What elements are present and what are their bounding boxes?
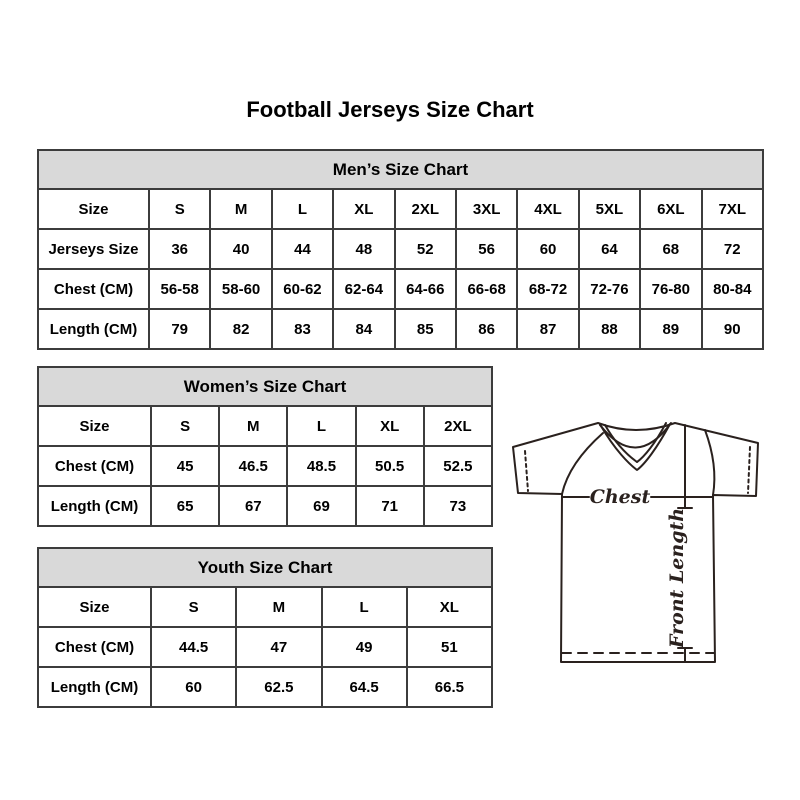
value-cell: 45: [151, 446, 219, 486]
value-cell: 85: [395, 309, 456, 349]
value-cell: 62.5: [236, 667, 321, 707]
value-cell: 2XL: [395, 189, 456, 229]
value-cell: 52.5: [424, 446, 492, 486]
jersey-diagram-svg: [505, 410, 770, 695]
value-cell: 64: [579, 229, 640, 269]
value-cell: 71: [356, 486, 424, 526]
value-cell: XL: [356, 406, 424, 446]
table-row: [38, 486, 492, 526]
womens-table-title: Women’s Size Chart: [38, 367, 492, 406]
value-cell: 49: [322, 627, 407, 667]
row-label: Size: [38, 406, 151, 446]
value-cell: M: [219, 406, 287, 446]
value-cell: S: [151, 587, 236, 627]
table-row: [38, 587, 492, 627]
value-cell: 73: [424, 486, 492, 526]
value-cell: 83: [272, 309, 333, 349]
value-cell: 66-68: [456, 269, 517, 309]
value-cell: 86: [456, 309, 517, 349]
mens-table-title: Men’s Size Chart: [38, 150, 763, 189]
value-cell: 48.5: [287, 446, 355, 486]
mens-size-table-container: [37, 149, 764, 350]
value-cell: 80-84: [702, 269, 763, 309]
row-label: Length (CM): [38, 667, 151, 707]
table-row: [38, 269, 763, 309]
jersey-outline: [513, 423, 758, 662]
value-cell: 69: [287, 486, 355, 526]
mens-size-table: [37, 149, 764, 350]
value-cell: 79: [149, 309, 210, 349]
value-cell: 52: [395, 229, 456, 269]
table-row: [38, 309, 763, 349]
value-cell: 82: [210, 309, 271, 349]
value-cell: 36: [149, 229, 210, 269]
youth-table-title-row: [38, 548, 492, 587]
row-label: Jerseys Size: [38, 229, 149, 269]
value-cell: 62-64: [333, 269, 394, 309]
front-length-label: Front Length: [666, 507, 688, 649]
row-label: Chest (CM): [38, 627, 151, 667]
page-title: Football Jerseys Size Chart: [246, 97, 534, 122]
value-cell: 68-72: [517, 269, 578, 309]
mens-table-title-row: [38, 150, 763, 189]
youth-table-title: Youth Size Chart: [38, 548, 492, 587]
value-cell: 60: [151, 667, 236, 707]
womens-size-table: [37, 366, 493, 527]
value-cell: 51: [407, 627, 492, 667]
row-label: Chest (CM): [38, 269, 149, 309]
value-cell: 5XL: [579, 189, 640, 229]
value-cell: L: [287, 406, 355, 446]
value-cell: 90: [702, 309, 763, 349]
value-cell: 46.5: [219, 446, 287, 486]
value-cell: 84: [333, 309, 394, 349]
value-cell: 60: [517, 229, 578, 269]
row-label: Length (CM): [38, 309, 149, 349]
value-cell: 44.5: [151, 627, 236, 667]
value-cell: S: [149, 189, 210, 229]
value-cell: 7XL: [702, 189, 763, 229]
womens-size-table-container: [37, 366, 493, 527]
value-cell: 88: [579, 309, 640, 349]
value-cell: 68: [640, 229, 701, 269]
value-cell: 65: [151, 486, 219, 526]
value-cell: L: [272, 189, 333, 229]
value-cell: 76-80: [640, 269, 701, 309]
table-row: [38, 229, 763, 269]
value-cell: XL: [407, 587, 492, 627]
value-cell: 66.5: [407, 667, 492, 707]
value-cell: 47: [236, 627, 321, 667]
value-cell: 64.5: [322, 667, 407, 707]
value-cell: XL: [333, 189, 394, 229]
value-cell: 50.5: [356, 446, 424, 486]
youth-size-table-container: [37, 547, 493, 708]
value-cell: 4XL: [517, 189, 578, 229]
value-cell: 6XL: [640, 189, 701, 229]
value-cell: 72-76: [579, 269, 640, 309]
value-cell: 64-66: [395, 269, 456, 309]
chest-label: Chest: [589, 486, 651, 508]
value-cell: L: [322, 587, 407, 627]
value-cell: 56-58: [149, 269, 210, 309]
value-cell: 58-60: [210, 269, 271, 309]
womens-table-title-row: [38, 367, 492, 406]
table-row: [38, 627, 492, 667]
table-row: [38, 189, 763, 229]
value-cell: 67: [219, 486, 287, 526]
value-cell: 2XL: [424, 406, 492, 446]
value-cell: 72: [702, 229, 763, 269]
row-label: Chest (CM): [38, 446, 151, 486]
row-label: Length (CM): [38, 486, 151, 526]
table-row: [38, 406, 492, 446]
value-cell: M: [210, 189, 271, 229]
value-cell: 48: [333, 229, 394, 269]
value-cell: 3XL: [456, 189, 517, 229]
value-cell: 44: [272, 229, 333, 269]
value-cell: 87: [517, 309, 578, 349]
row-label: Size: [38, 587, 151, 627]
jersey-measurement-diagram: [505, 410, 770, 695]
value-cell: 40: [210, 229, 271, 269]
table-row: [38, 667, 492, 707]
row-label: Size: [38, 189, 149, 229]
value-cell: 89: [640, 309, 701, 349]
value-cell: S: [151, 406, 219, 446]
table-row: [38, 446, 492, 486]
value-cell: 56: [456, 229, 517, 269]
value-cell: M: [236, 587, 321, 627]
youth-size-table: [37, 547, 493, 708]
value-cell: 60-62: [272, 269, 333, 309]
